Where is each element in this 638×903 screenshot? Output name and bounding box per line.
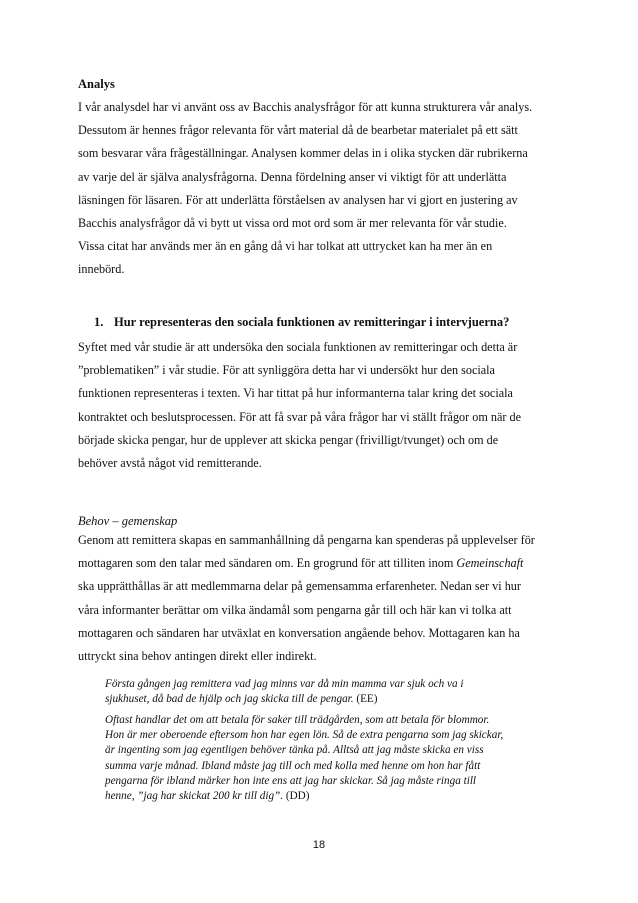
quote-line: Första gången jag remittera vad jag minns var då min mamma var sjuk och va i bbox=[105, 678, 464, 690]
quote-source: (DD) bbox=[283, 790, 310, 803]
text-line: Vissa citat har används mer än en gång då vi har tolkat att uttrycket kan ha mer än en bbox=[78, 239, 493, 254]
text-line: funktionen representeras i texten. Vi har tittat på hur informanterna talar kring det sociala bbox=[78, 386, 513, 401]
text-line: innebörd. bbox=[78, 262, 125, 277]
quote-line: Hon är mer oberoende eftersom hon har egen lön. Så de extra pengarna som jag skickar, bbox=[105, 729, 504, 742]
section-number: 1. bbox=[94, 315, 104, 329]
text-line: kontraktet och beslutsprocessen. För att få svar på våra frågor har vi ställt frågor om när de bbox=[78, 409, 521, 424]
section-heading bbox=[94, 314, 509, 330]
text-line: ska upprätthållas är att medlemmarna delar på gemensamma erfarenheter. Nedan ser vi hur bbox=[78, 579, 521, 594]
analysis-paragraph bbox=[78, 96, 568, 282]
section-title: Hur representeras den sociala funktionen av remitteringar i intervjuerna? bbox=[114, 315, 510, 329]
text-line: mottagaren och sändaren har utväxlat en konversation angående behov. Mottagaren kan ha bbox=[78, 625, 520, 640]
quote-line bbox=[105, 692, 565, 707]
quote-text: henne, ”jag har skickat 200 kr till dig”. bbox=[105, 790, 284, 803]
block-quote-2 bbox=[105, 713, 565, 804]
analysis-heading: Analys bbox=[78, 77, 115, 91]
text-line bbox=[78, 552, 568, 575]
text-line: Syftet med vår studie är att undersöka den sociala funktionen av remitteringar och detta är bbox=[78, 340, 518, 354]
quote-line bbox=[105, 789, 565, 804]
behov-subheading: Behov – gemenskap bbox=[78, 514, 178, 528]
text-segment: mottagaren som den talar med sändaren om. En grogrund för att tilliten inom bbox=[78, 556, 457, 571]
text-line: uttryckt sina behov antingen direkt eller indirekt. bbox=[78, 649, 317, 664]
text-line: Dessutom är hennes frågor relevanta för vårt material då de bearbetar materialet på ett sätt bbox=[78, 123, 518, 138]
text-line: som besvarar våra frågeställningar. Analysen kommer delas in i olika stycken där rubrikerna bbox=[78, 146, 528, 161]
text-line: I vår analysdel har vi använt oss av Bacchis analysfrågor för att kunna strukturera vår analys. bbox=[78, 100, 533, 114]
text-line: Genom att remittera skapas en sammanhållning då pengarna kan spenderas på upplevelser för bbox=[78, 533, 535, 547]
text-line: av varje del är själva analysfrågorna. Denna fördelning anser vi viktigt för att underlätta bbox=[78, 169, 507, 184]
section1-paragraph bbox=[78, 336, 568, 475]
quote-line: summa varje månad. Ibland måste jag till och med kolla med henne om hon har fått bbox=[105, 759, 481, 772]
behov-paragraph bbox=[78, 529, 568, 668]
quote-line: pengarna för ibland märker hon inte ens att jag har skickar. Så jag måste ringa till bbox=[105, 774, 477, 787]
quote-line: är ingenting som jag egentligen behöver tänka på. Alltså att jag måste skicka en viss bbox=[105, 744, 484, 757]
text-line: började skicka pengar, hur de upplever att skicka pengar (frivilligt/tvunget) och om de bbox=[78, 432, 499, 447]
page-number: 18 bbox=[312, 839, 326, 851]
quote-line: Oftast handlar det om att betala för saker till trädgården, som att betala för blommor. bbox=[105, 714, 490, 726]
block-quote-1 bbox=[105, 677, 565, 707]
quote-source: (EE) bbox=[353, 693, 378, 706]
text-line: behöver avstå något vid remitterande. bbox=[78, 456, 262, 471]
quote-text: sjukhuset, då bad de hjälp och jag skicka till de pengar. bbox=[105, 693, 354, 706]
text-line: Bacchis analysfrågor då vi bytt ut vissa ord mot ord som är mer relevanta för vår studie. bbox=[78, 216, 507, 231]
gemeinschaft-term: Gemeinschaft bbox=[456, 556, 524, 571]
text-line: läsningen för läsaren. För att underlätta förståelsen av analysen har vi gjort en justering av bbox=[78, 192, 518, 207]
text-line: ”problematiken” i vår studie. För att synliggöra detta har vi undersökt hur den sociala bbox=[78, 363, 495, 378]
text-line: våra informanter berättar om vilka ändamål som pengarna går till och här kan vi tolka att bbox=[78, 602, 512, 617]
